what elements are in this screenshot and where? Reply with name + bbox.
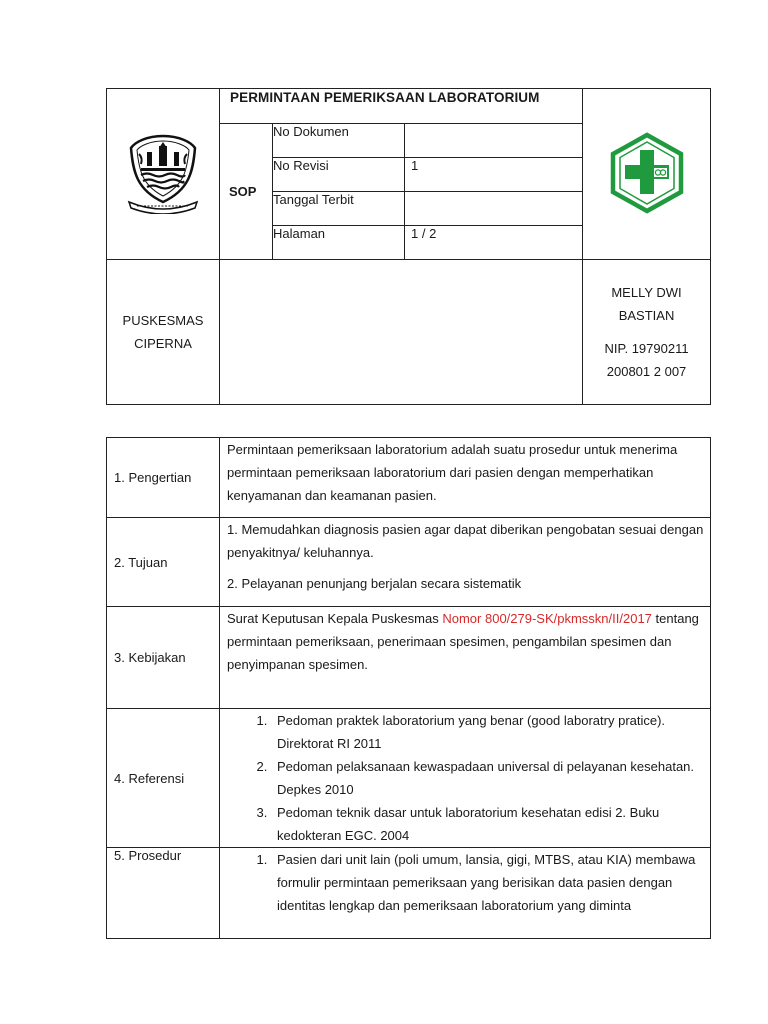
referensi-item: 3. Pedoman teknik dasar untuk laboratorium kesehatan edisi 2. Buku kedokteran EGC. 2004 (271, 801, 704, 847)
organization-line-2: CIPERNA (134, 336, 192, 351)
section-label-tujuan: 2. Tujuan (107, 518, 220, 607)
section-label-referensi: 4. Referensi (107, 709, 220, 848)
section-row-prosedur (107, 848, 711, 939)
sop-header-table (106, 88, 711, 405)
field-label-halaman: Halaman (273, 226, 405, 260)
signatory-block (583, 260, 711, 405)
pengertian-text: Permintaan pemeriksaan laboratorium adalah suatu prosedur untuk menerima permintaan pemeriksaan laboratorium dari pasien dengan memperhatikan kenyamanan dan keamanan pasien. (227, 442, 678, 503)
puskesmas-logo-icon (607, 132, 687, 214)
section-body-kebijakan (220, 607, 711, 709)
prosedur-item: 1. Pasien dari unit lain (poli umum, lansia, gigi, MTBS, atau KIA) membawa formulir permintaan pemeriksaan yang berisikan data pasien dengan identitas lengkap dan pemeriksaan laboratorium yang diminta (271, 848, 704, 917)
puskesmas-logo-cell (583, 89, 711, 260)
signatory-nip-line-1: NIP. 19790211 (604, 341, 689, 356)
signatory-nip-line-2: 200801 2 007 (606, 364, 687, 379)
section-row-pengertian (107, 438, 711, 518)
field-value-halaman: 1 / 2 (405, 226, 583, 260)
referensi-item: 1. Pedoman praktek laboratorium yang benar (good laboratry pratice). Direktorat RI 2011 (271, 709, 704, 755)
section-body-referensi (220, 709, 711, 848)
prosedur-list (227, 848, 704, 917)
field-value-no-revisi: 1 (405, 158, 583, 192)
tujuan-item: 2. Pelayanan penunjang berjalan secara sistematik (227, 576, 522, 591)
signatory-name-line-1: MELLY DWI (611, 285, 682, 300)
sop-label: SOP (220, 124, 273, 260)
section-body-tujuan (220, 518, 711, 607)
section-body-prosedur (220, 848, 711, 939)
section-row-referensi (107, 709, 711, 848)
signature-area (220, 260, 583, 405)
section-label-prosedur: 5. Prosedur (107, 848, 220, 939)
kebijakan-text (227, 607, 704, 676)
field-label-tanggal-terbit: Tanggal Terbit (273, 192, 405, 226)
tujuan-item: 1. Memudahkan diagnosis pasien agar dapat diberikan pengobatan sesuai dengan penyakitnya/ keluhannya. (227, 522, 704, 560)
kebijakan-decree-number: Nomor 800/279-SK/pkmsskn/II/2017 (442, 611, 652, 626)
signatory-name-line-2: BASTIAN (618, 308, 675, 323)
section-body-pengertian (220, 438, 711, 518)
field-value-tanggal-terbit (405, 192, 583, 226)
kebijakan-text-before: Surat Keputusan Kepala Puskesmas (227, 611, 443, 626)
organization-name (107, 260, 220, 405)
section-label-kebijakan: 3. Kebijakan (107, 607, 220, 709)
referensi-item: 2. Pedoman pelaksanaan kewaspadaan universal di pelayanan kesehatan. Depkes 2010 (271, 755, 704, 801)
regional-emblem-cell (107, 89, 220, 260)
regional-emblem-icon (123, 132, 203, 214)
referensi-list (227, 709, 704, 847)
section-label-pengertian: 1. Pengertian (107, 438, 220, 518)
section-row-tujuan (107, 518, 711, 607)
section-row-kebijakan (107, 607, 711, 709)
field-label-no-dokumen: No Dokumen (273, 124, 405, 158)
field-label-no-revisi: No Revisi (273, 158, 405, 192)
kebijakan-text-after: tentang permintaan pemeriksaan, penerimaan spesimen, pengambilan spesimen dan penyimpanan spesimen. (227, 611, 699, 672)
document-title: PERMINTAAN PEMERIKSAAN LABORATORIUM (220, 89, 583, 124)
organization-line-1: PUSKESMAS (122, 313, 204, 328)
field-value-no-dokumen (405, 124, 583, 158)
sop-content-table (106, 437, 711, 939)
